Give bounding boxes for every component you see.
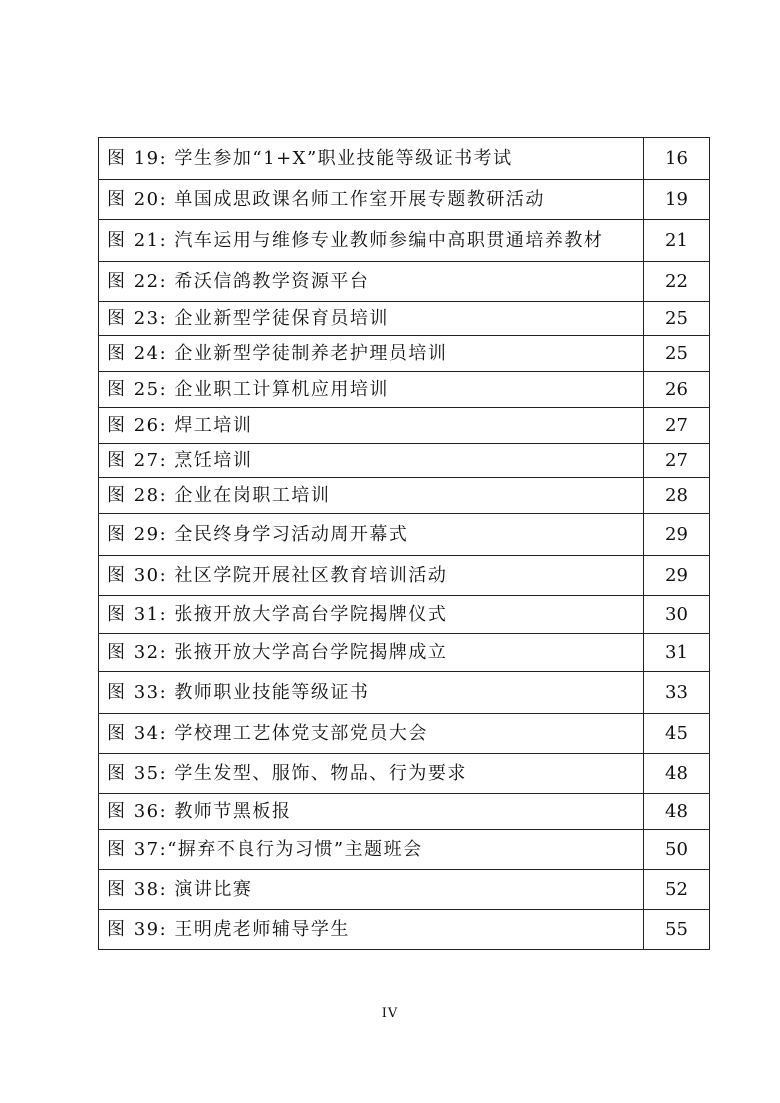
- figure-page-number: 48: [644, 754, 710, 794]
- toc-row: [99, 596, 710, 634]
- toc-row: [99, 408, 710, 444]
- figure-page-number: 28: [644, 478, 710, 514]
- toc-row: [99, 830, 710, 870]
- figure-caption: 图 38: 演讲比赛: [99, 870, 644, 910]
- figure-page-number: 33: [644, 672, 710, 714]
- figure-page-number: 30: [644, 596, 710, 634]
- figure-page-number: 21: [644, 220, 710, 262]
- toc-row: [99, 794, 710, 830]
- figure-caption: 图 32: 张掖开放大学高台学院揭牌成立: [99, 634, 644, 672]
- toc-row: [99, 336, 710, 372]
- toc-row: [99, 372, 710, 408]
- figure-caption: 图 31: 张掖开放大学高台学院揭牌仪式: [99, 596, 644, 634]
- figure-caption: 图 22: 希沃信鸽教学资源平台: [99, 262, 644, 302]
- toc-row: [99, 138, 710, 180]
- figure-page-number: 16: [644, 138, 710, 180]
- figure-page-number: 55: [644, 910, 710, 950]
- figure-caption: 图 34: 学校理工艺体党支部党员大会: [99, 714, 644, 754]
- toc-row: [99, 714, 710, 754]
- toc-row: [99, 444, 710, 478]
- figure-caption: 图 26: 焊工培训: [99, 408, 644, 444]
- figure-caption: 图 24: 企业新型学徒制养老护理员培训: [99, 336, 644, 372]
- toc-row: [99, 180, 710, 220]
- figure-caption: 图 20: 单国成思政课名师工作室开展专题教研活动: [99, 180, 644, 220]
- figure-page-number: 25: [644, 302, 710, 336]
- figure-page-number: 19: [644, 180, 710, 220]
- figure-caption: 图 30: 社区学院开展社区教育培训活动: [99, 556, 644, 596]
- figure-page-number: 48: [644, 794, 710, 830]
- figure-page-number: 27: [644, 444, 710, 478]
- figure-caption: 图 27: 烹饪培训: [99, 444, 644, 478]
- figure-page-number: 45: [644, 714, 710, 754]
- figure-caption: 图 39: 王明虎老师辅导学生: [99, 910, 644, 950]
- figure-page-number: 25: [644, 336, 710, 372]
- figure-caption: 图 35: 学生发型、服饰、物品、行为要求: [99, 754, 644, 794]
- figure-caption: 图 19: 学生参加“1+X”职业技能等级证书考试: [99, 138, 644, 180]
- figure-page-number: 22: [644, 262, 710, 302]
- toc-row: [99, 672, 710, 714]
- figure-caption: 图 36: 教师节黑板报: [99, 794, 644, 830]
- page-number-footer: IV: [381, 1006, 399, 1021]
- figure-index-body: [99, 138, 710, 950]
- toc-row: [99, 870, 710, 910]
- figure-page-number: 31: [644, 634, 710, 672]
- figure-page-number: 50: [644, 830, 710, 870]
- toc-row: [99, 514, 710, 556]
- toc-row: [99, 556, 710, 596]
- figure-page-number: 29: [644, 556, 710, 596]
- toc-row: [99, 220, 710, 262]
- figure-caption: 图 28: 企业在岗职工培训: [99, 478, 644, 514]
- figure-caption: 图 23: 企业新型学徒保育员培训: [99, 302, 644, 336]
- figure-caption: 图 29: 全民终身学习活动周开幕式: [99, 514, 644, 556]
- figure-page-number: 52: [644, 870, 710, 910]
- figure-caption: 图 21: 汽车运用与维修专业教师参编中高职贯通培养教材: [99, 220, 644, 262]
- figure-page-number: 27: [644, 408, 710, 444]
- toc-row: [99, 754, 710, 794]
- toc-row: [99, 634, 710, 672]
- toc-row: [99, 262, 710, 302]
- figure-page-number: 29: [644, 514, 710, 556]
- toc-row: [99, 478, 710, 514]
- figure-index-table: [98, 137, 710, 950]
- figure-caption: 图 37:“摒弃不良行为习惯”主题班会: [99, 830, 644, 870]
- figure-caption: 图 25: 企业职工计算机应用培训: [99, 372, 644, 408]
- figure-page-number: 26: [644, 372, 710, 408]
- toc-row: [99, 302, 710, 336]
- figure-caption: 图 33: 教师职业技能等级证书: [99, 672, 644, 714]
- toc-row: [99, 910, 710, 950]
